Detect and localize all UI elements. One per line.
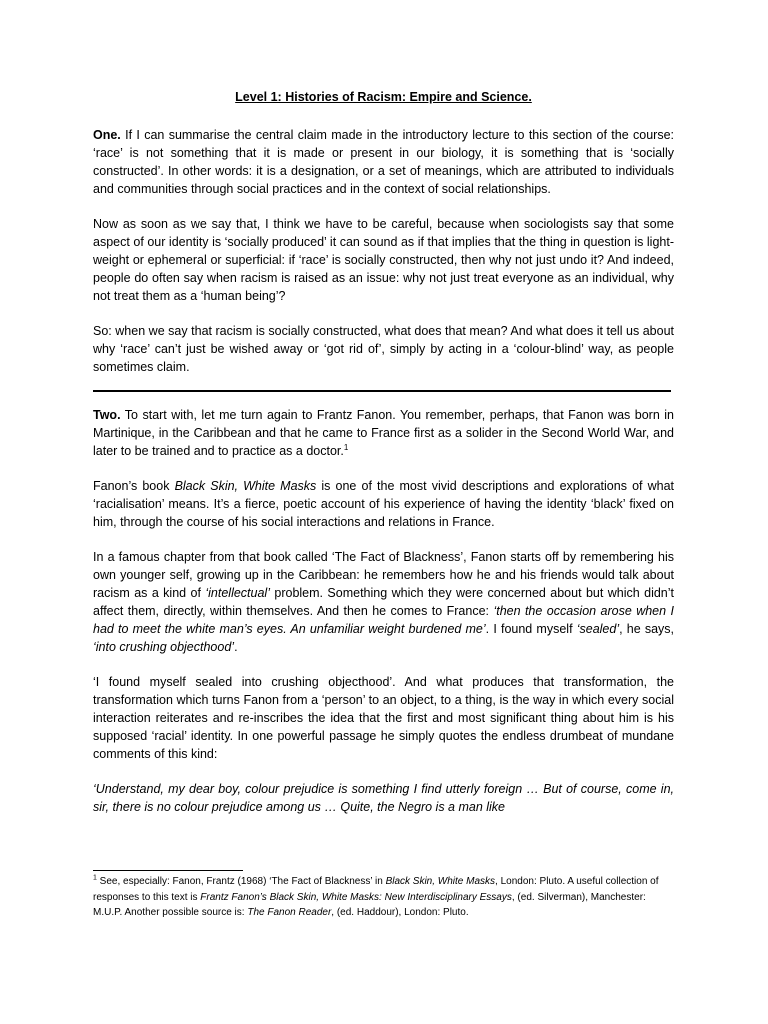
text-run: , he says, xyxy=(619,622,675,636)
text-run: is one of the most vivid descriptions and explorations of what ‘racialisation’ means. It’s a fierce, poetic account of his experience of having the identity ‘black’ fixed on him, through the course of his social interactions and relations in France. xyxy=(93,479,675,529)
paragraph-one-2: Now as soon as we say that, I think we have to be careful, because when sociologists say that some aspect of our identity is ‘socially produced’ it can sound as if that implies that the thing in question is light-weight or ephemeral or superficial: if ‘race’ is socially constructed, then why not just undo it? And indeed, people do often say when racism is raised as an issue: why not just treat everyone as an individual, why not treat them as a ‘human being’? xyxy=(93,217,674,303)
block-quote: ‘Understand, my dear boy, colour prejudice is something I find utterly foreign … But of course, come in, sir, there is no colour prejudice among us … Quite, the Negro is a man like xyxy=(93,782,674,814)
italic-run: Frantz Fanon’s Black Skin, White Masks: New Interdisciplinary Essays xyxy=(200,891,512,903)
text-run: , (ed. Silverman), Manchester: M.U.P. Another possible source is: xyxy=(93,891,646,918)
footnote-number: 1 xyxy=(93,874,97,882)
text-run: , London: Pluto. A useful collection of responses to this text is xyxy=(93,876,659,903)
italic-run: The Fanon Reader xyxy=(247,907,332,918)
paragraph-one-3: So: when we say that racism is socially constructed, what does that mean? And what does it tell us about why ‘race’ can’t just be wished away or ‘got rid of’, simply by acting in a ‘colour-blind’ way, as people sometimes claim. xyxy=(93,324,674,374)
footnote-reference[interactable]: 1 xyxy=(343,442,349,452)
footnotes xyxy=(93,870,674,921)
paragraph-text: To start with, let me turn again to Frantz Fanon. You remember, perhaps, that Fanon was born in Martinique, in the Caribbean and that he came to France first as a solider in the Second World War, and later to be trained and to practice as a doctor. xyxy=(93,408,674,458)
section-label-two: Two. xyxy=(93,408,121,422)
italic-run: ‘sealed’ xyxy=(576,622,620,636)
text-run: . xyxy=(234,640,238,654)
section-divider xyxy=(93,390,671,392)
paragraph-two-2 xyxy=(93,477,674,531)
paragraph-text: If I can summarise the central claim made in the introductory lecture to this section of the course: ‘race’ is not something that it is made or present in our biology, it is something that is ‘socially constructed’. In other words: it is a designation, or a set of meanings, which are attributed to individuals and communities through social practices and in the context of social relationships. xyxy=(93,128,674,196)
document-page xyxy=(93,88,674,816)
text-run: In a famous chapter from that book called ‘The Fact of Blackness’, Fanon starts off by remembering his own younger self, growing up in the Caribbean: he remembers how he and his friends would talk about racism as a kind of xyxy=(93,550,674,600)
paragraph-two-3 xyxy=(93,548,674,656)
page-title: Level 1: Histories of Racism: Empire and Science. xyxy=(235,90,532,104)
footnote-1 xyxy=(93,874,674,921)
text-run: Fanon’s book xyxy=(93,479,175,493)
italic-run: ‘intellectual’ xyxy=(205,586,270,600)
paragraph-one-1 xyxy=(93,126,674,198)
section-label-one: One. xyxy=(93,128,121,142)
italic-run: Black Skin, White Masks xyxy=(385,876,496,887)
text-run: . I found myself xyxy=(485,622,577,636)
text-run: , (ed. Haddour), London: Pluto. xyxy=(331,907,469,918)
quote-run: ‘then the occasion arose when I had to meet the white man’s eyes. An unfamiliar weight burdened me’ xyxy=(93,604,674,636)
paragraph-two-4: ‘I found myself sealed into crushing objecthood’. And what produces that transformation, the transformation which turns Fanon from a ‘person’ to an object, to a thing, is the way in which every social interaction reiterates and re-inscribes the idea that the first and most significant thing about him is his supposed ‘racial’ identity. In one powerful passage he simply quotes the endless drumbeat of mundane comments of this kind: xyxy=(93,675,674,761)
footnote-separator xyxy=(93,870,243,871)
text-run: See, especially: Fanon, Frantz (1968) ‘The Fact of Blackness’ in xyxy=(96,876,386,887)
paragraph-two-1 xyxy=(93,406,674,460)
book-title: Black Skin, White Masks xyxy=(174,479,317,493)
italic-run: ‘into crushing objecthood’ xyxy=(93,640,235,654)
text-run: problem. Something which they were concerned about but which didn’t affect them, directly, within themselves. And then he comes to France: xyxy=(93,586,674,618)
